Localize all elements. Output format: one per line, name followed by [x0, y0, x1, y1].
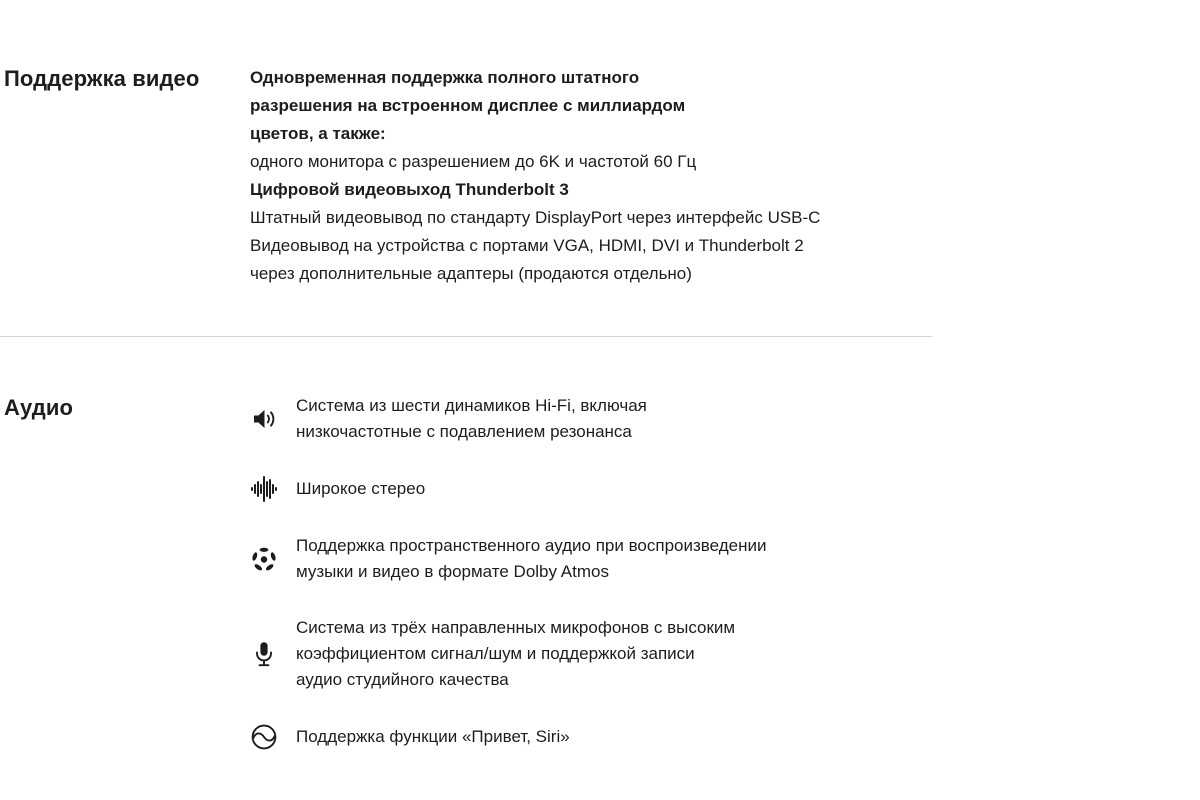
- video-support-label-column: [0, 64, 250, 94]
- spatial-audio-icon: [250, 545, 278, 573]
- audio-feature-text: Система из шести динамиков Hi-Fi, включая низкочастотные с подавлением резонанса: [296, 396, 647, 441]
- audio-feature-text: Широкое стерео: [296, 479, 426, 498]
- section-title-video-support: Поддержка видео: [4, 66, 200, 91]
- video-summary-text: Одновременная поддержка полного штатного разрешения на встроенном дисплее с миллиардом цветов, а также:: [250, 68, 686, 143]
- audio-feature-wide-stereo: [250, 475, 1200, 503]
- section-divider: [0, 336, 932, 337]
- audio-feature-text: Поддержка функции «Привет, Siri»: [296, 727, 570, 746]
- waveform-icon: [250, 475, 278, 503]
- section-video-support: [0, 64, 1200, 288]
- video-adapters-text: Видеовывод на устройства с портами VGA, HDMI, DVI и Thunderbolt 2 через дополнительные адаптеры (продаются отдельно): [250, 236, 804, 283]
- audio-feature-text: Поддержка пространственного аудио при воспроизведении музыки и видео в формате Dolby Atmos: [296, 536, 767, 581]
- audio-label-column: [0, 393, 250, 423]
- section-title-audio: Аудио: [4, 395, 74, 420]
- video-thunderbolt-subheading: Цифровой видеовыход Thunderbolt 3: [250, 180, 569, 199]
- video-support-content: [250, 64, 1200, 288]
- video-displayport-text: Штатный видеовывод по стандарту DisplayPort через интерфейс USB-C: [250, 208, 821, 227]
- video-monitor-text: одного монитора с разрешением до 6K и частотой 60 Гц: [250, 152, 697, 171]
- speaker-wave-icon: [250, 405, 278, 433]
- audio-feature-siri: [250, 723, 1200, 751]
- audio-feature-spatial-audio: [250, 533, 1200, 585]
- audio-content: [250, 393, 1200, 781]
- section-audio: [0, 393, 1200, 781]
- siri-icon: [250, 723, 278, 751]
- audio-feature-text: Система из трёх направленных микрофонов с высоким коэффициентом сигнал/шум и поддержкой записи аудио студийного качества: [296, 618, 736, 689]
- microphone-icon: [250, 640, 278, 668]
- audio-feature-speakers: [250, 393, 1200, 445]
- audio-feature-microphones: [250, 615, 1200, 693]
